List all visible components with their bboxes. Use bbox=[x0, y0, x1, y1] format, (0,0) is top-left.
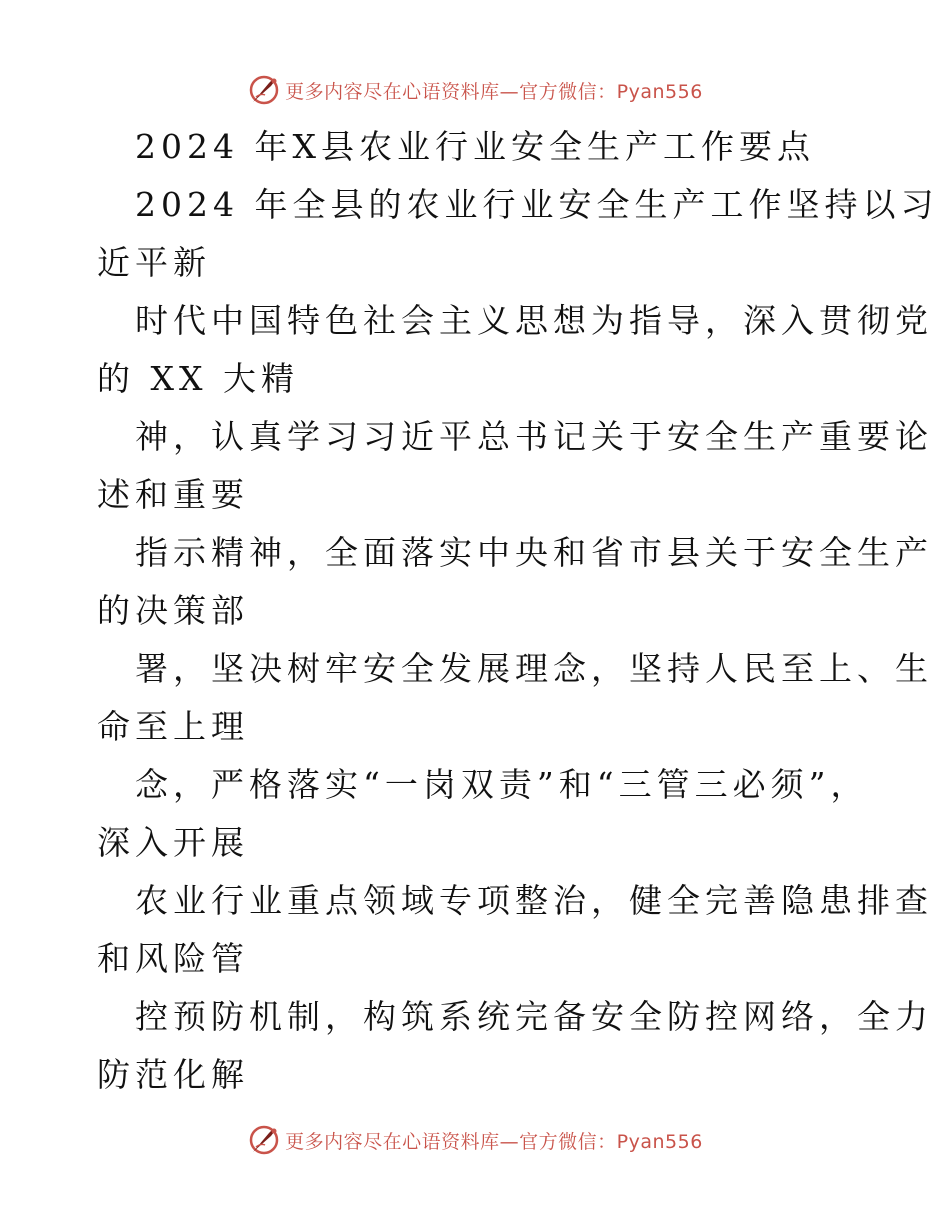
paragraph-line: 的决策部 bbox=[97, 591, 249, 630]
quill-pen-circle-icon bbox=[247, 1123, 281, 1157]
paragraph-line: 控预防机制，构筑系统完备安全防控网络，全力 bbox=[135, 997, 933, 1036]
document-body bbox=[97, 118, 939, 1104]
paragraph-line: 2024 年全县的农业行业安全生产工作坚持以习 bbox=[135, 185, 939, 224]
paragraph-line: 的 XX 大精 bbox=[97, 359, 299, 398]
paragraph-line: 深入开展 bbox=[97, 823, 249, 862]
header-banner bbox=[0, 70, 950, 110]
paragraph-line: 时代中国特色社会主义思想为指导，深入贯彻党 bbox=[135, 301, 933, 340]
document-title: 2024 年X县农业行业安全生产工作要点 bbox=[135, 127, 815, 166]
header-banner-text: 更多内容尽在心语资料库—官方微信：Pyan556 bbox=[285, 80, 703, 103]
footer-banner-text: 更多内容尽在心语资料库—官方微信：Pyan556 bbox=[285, 1130, 703, 1153]
paragraph-line: 指示精神，全面落实中央和省市县关于安全生产 bbox=[135, 533, 933, 572]
paragraph-line: 署，坚决树牢安全发展理念，坚持人民至上、生 bbox=[135, 649, 933, 688]
paragraph-line: 神，认真学习习近平总书记关于安全生产重要论 bbox=[135, 417, 933, 456]
paragraph-line: 农业行业重点领域专项整治，健全完善隐患排查 bbox=[135, 881, 933, 920]
paragraph-line: 防范化解 bbox=[97, 1055, 249, 1094]
paragraph-line: 述和重要 bbox=[97, 475, 249, 514]
paragraph-line: 近平新 bbox=[97, 243, 211, 282]
quill-pen-circle-icon bbox=[247, 73, 281, 107]
paragraph-line: 和风险管 bbox=[97, 939, 249, 978]
footer-banner bbox=[0, 1120, 950, 1160]
paragraph-line: 念，严格落实“一岗双责”和“三管三必须”， bbox=[135, 765, 869, 804]
paragraph-line: 命至上理 bbox=[97, 707, 249, 746]
